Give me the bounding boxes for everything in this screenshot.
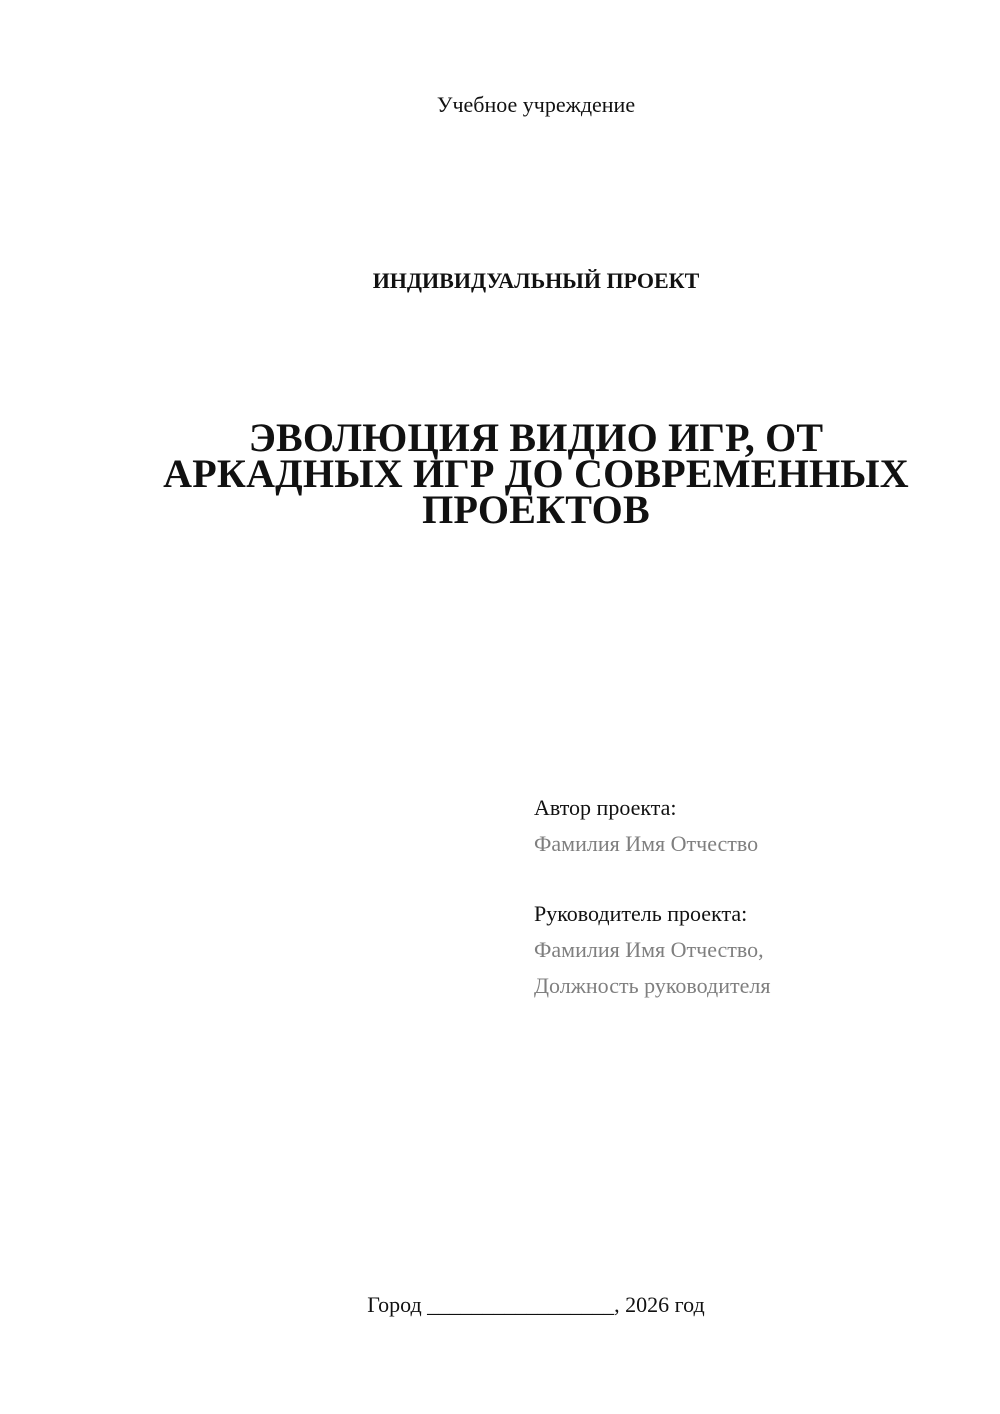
supervisor-block xyxy=(534,896,974,1004)
supervisor-position: Должность руководителя xyxy=(534,973,771,998)
document-type: ИНДИВИДУАЛЬНЫЙ ПРОЕКТ xyxy=(372,268,700,293)
project-title xyxy=(160,415,912,532)
city-year-line: Город _________________, 2026 год xyxy=(367,1292,705,1317)
supervisor-label: Руководитель проекта: xyxy=(534,901,748,926)
project-title-line-1: ЭВОЛЮЦИЯ ВИДИО ИГР, ОТ xyxy=(248,415,824,460)
author-name: Фамилия Имя Отчество xyxy=(534,831,759,856)
project-title-line-2: АРКАДНЫХ ИГР ДО СОВРЕМЕННЫХ xyxy=(163,451,909,496)
supervisor-name: Фамилия Имя Отчество, xyxy=(534,937,764,962)
project-title-line-3: ПРОЕКТОВ xyxy=(422,487,650,532)
author-label: Автор проекта: xyxy=(534,795,677,820)
institution-name: Учебное учреждение xyxy=(436,92,636,117)
author-block xyxy=(534,790,974,862)
